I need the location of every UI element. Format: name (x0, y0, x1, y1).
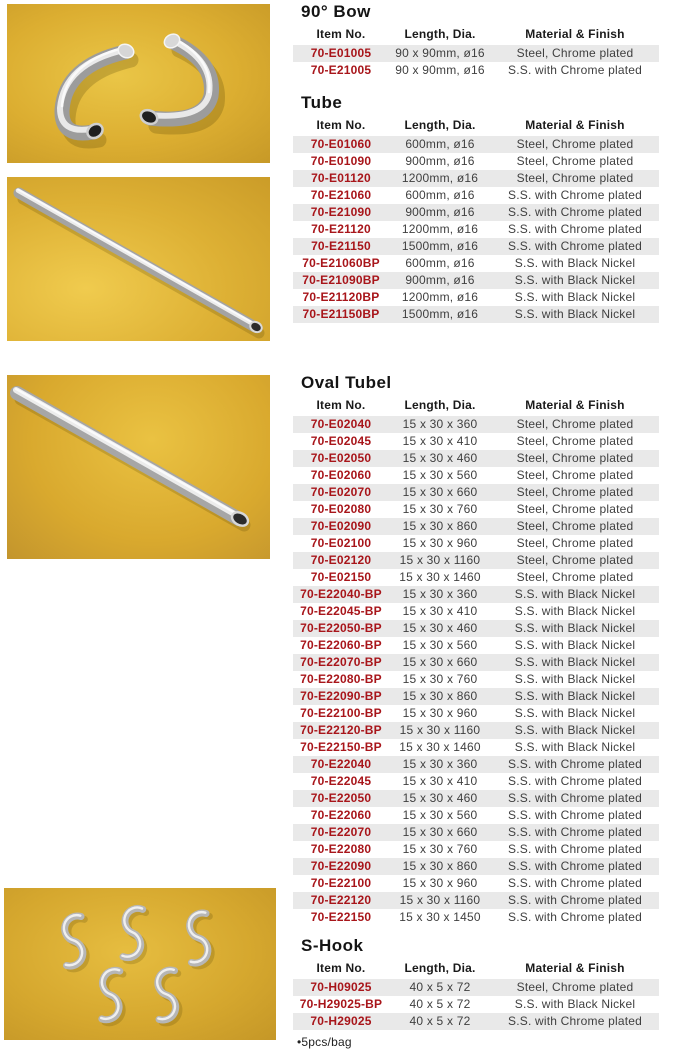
item-no-cell: 70-E22080-BP (300, 672, 382, 686)
length-dia-cell: 15 x 30 x 360 (389, 586, 491, 603)
table-row (293, 501, 659, 518)
right-bent-tube (139, 31, 212, 126)
table-row (293, 552, 659, 569)
length-dia-cell: 1500mm, ø16 (389, 306, 491, 323)
length-dia-cell: 15 x 30 x 360 (389, 756, 491, 773)
material-finish-cell: S.S. with Chrome plated (508, 188, 642, 202)
table-row (293, 306, 659, 323)
oval-tube-table (293, 396, 659, 926)
item-no-cell: 70-H29025 (293, 1013, 389, 1030)
table-row (293, 170, 659, 187)
table-row (293, 433, 659, 450)
length-dia-cell: 15 x 30 x 660 (389, 654, 491, 671)
table-row (293, 603, 659, 620)
column-header-length-dia-cell: Length, Dia. (404, 961, 476, 975)
length-dia-cell: 40 x 5 x 72 (409, 997, 471, 1011)
length-dia-cell: 600mm, ø16 (389, 136, 491, 153)
table-row (293, 221, 659, 238)
length-dia-cell: 15 x 30 x 960 (402, 536, 478, 550)
item-no-cell: 70-E22040 (293, 756, 389, 773)
table-row (293, 739, 659, 756)
table-row (293, 289, 659, 306)
material-finish-cell: Steel, Chrome plated (516, 434, 634, 448)
length-dia-cell: 15 x 30 x 1160 (389, 722, 491, 739)
item-no-cell: 70-E02150 (310, 570, 372, 584)
table-row (293, 153, 659, 170)
length-dia-cell: 15 x 30 x 460 (389, 620, 491, 637)
item-no-cell: 70-E21120BP (302, 290, 380, 304)
table-row (293, 824, 659, 841)
column-header-length-dia-cell: Length, Dia. (404, 118, 476, 132)
material-finish-cell: S.S. with Black Nickel (514, 997, 636, 1011)
table-row (293, 467, 659, 484)
material-finish-cell: S.S. with Chrome plated (491, 204, 659, 221)
length-dia-cell: 15 x 30 x 1460 (399, 740, 481, 754)
bag-note: •5pcs/bag (297, 1035, 352, 1049)
table-row (293, 450, 659, 467)
length-dia-cell: 900mm, ø16 (405, 154, 475, 168)
material-finish-cell: S.S. with Chrome plated (508, 63, 642, 77)
table-row (293, 637, 659, 654)
item-no-cell: 70-E22050-BP (293, 620, 389, 637)
item-no-cell: 70-E22150 (310, 910, 372, 924)
length-dia-cell: 15 x 30 x 760 (402, 502, 478, 516)
tube-product-photo (7, 177, 270, 341)
length-dia-cell: 15 x 30 x 660 (389, 824, 491, 841)
table-row (293, 238, 659, 255)
item-no-cell: 70-E22120 (293, 892, 389, 909)
column-header-material-finish-cell: Material & Finish (525, 961, 625, 975)
column-header-item-no-cell: Item No. (316, 27, 366, 41)
length-dia-cell: 90 x 90mm, ø16 (389, 45, 491, 62)
item-no-cell: 70-E01090 (310, 154, 372, 168)
s-hook-table (293, 959, 659, 1030)
table-row (293, 688, 659, 705)
table-row (293, 722, 659, 739)
length-dia-cell: 15 x 30 x 460 (389, 790, 491, 807)
item-no-cell: 70-E21150BP (293, 306, 389, 323)
table-row (293, 979, 659, 996)
material-finish-cell: S.S. with Chrome plated (491, 858, 659, 875)
material-finish-cell: S.S. with Chrome plated (491, 756, 659, 773)
section-s-hook (293, 936, 669, 1030)
item-no-cell: 70-E01120 (293, 170, 389, 187)
material-finish-cell: S.S. with Chrome plated (508, 910, 642, 924)
item-no-cell: 70-E22100 (310, 876, 372, 890)
length-dia-cell: 1200mm, ø16 (401, 222, 479, 236)
length-dia-cell: 900mm, ø16 (389, 272, 491, 289)
s-hooks-illustration (4, 888, 276, 1040)
material-finish-cell: S.S. with Black Nickel (491, 272, 659, 289)
material-finish-cell: S.S. with Chrome plated (508, 876, 642, 890)
material-finish-cell: S.S. with Chrome plated (491, 238, 659, 255)
table-row (293, 204, 659, 221)
column-header-length-dia-cell: Length, Dia. (404, 27, 476, 41)
material-finish-cell: S.S. with Black Nickel (514, 638, 636, 652)
item-no-cell: 70-H09025 (293, 979, 389, 996)
length-dia-cell: 1500mm, ø16 (389, 238, 491, 255)
bow-product-photo (7, 4, 270, 163)
section-bow (293, 2, 669, 79)
item-no-cell: 70-E22045 (310, 774, 372, 788)
material-finish-cell: S.S. with Black Nickel (514, 672, 636, 686)
table-row (293, 841, 659, 858)
item-no-cell: 70-E01005 (293, 45, 389, 62)
material-finish-cell: S.S. with Black Nickel (514, 706, 636, 720)
column-header-material-finish-cell: Material & Finish (525, 27, 625, 41)
item-no-cell: 70-E22120-BP (293, 722, 389, 739)
length-dia-cell: 15 x 30 x 560 (402, 808, 478, 822)
oval-tube (16, 389, 250, 528)
table-row (293, 569, 659, 586)
table-row (293, 773, 659, 790)
table-row (293, 654, 659, 671)
table-row (293, 62, 659, 79)
length-dia-cell: 900mm, ø16 (389, 204, 491, 221)
length-dia-cell: 15 x 30 x 1460 (399, 570, 481, 584)
item-no-cell: 70-E21060BP (302, 256, 380, 270)
table-row (293, 518, 659, 535)
length-dia-cell: 15 x 30 x 960 (402, 876, 478, 890)
table-row (293, 484, 659, 501)
section-tube (293, 93, 669, 323)
material-finish-cell: S.S. with Chrome plated (491, 892, 659, 909)
item-no-cell: 70-E02120 (293, 552, 389, 569)
table-header-row (293, 25, 659, 45)
column-header-item-no-cell: Item No. (316, 961, 366, 975)
material-finish-cell: Steel, Chrome plated (491, 136, 659, 153)
material-finish-cell: Steel, Chrome plated (516, 570, 634, 584)
straight-tube (18, 190, 264, 335)
oval-tube-product-photo (7, 375, 270, 559)
oval-tube-illustration (7, 375, 270, 559)
table-row (293, 1013, 659, 1030)
left-bent-tube (60, 42, 136, 141)
item-no-cell: 70-E02100 (310, 536, 372, 550)
bent-tubes-illustration (7, 4, 270, 163)
material-finish-cell: Steel, Chrome plated (491, 170, 659, 187)
length-dia-cell: 15 x 30 x 760 (402, 672, 478, 686)
table-row (293, 620, 659, 637)
table-row (293, 807, 659, 824)
length-dia-cell: 90 x 90mm, ø16 (395, 63, 485, 77)
item-no-cell: 70-E02040 (293, 416, 389, 433)
table-header-row (293, 116, 659, 136)
table-row (293, 586, 659, 603)
material-finish-cell: Steel, Chrome plated (491, 484, 659, 501)
length-dia-cell: 15 x 30 x 410 (402, 434, 478, 448)
table-row (293, 705, 659, 722)
table-row (293, 535, 659, 552)
material-finish-cell: S.S. with Black Nickel (514, 740, 636, 754)
tube-table (293, 116, 659, 323)
length-dia-cell: 40 x 5 x 72 (389, 979, 491, 996)
table-row (293, 416, 659, 433)
length-dia-cell: 15 x 30 x 410 (402, 774, 478, 788)
material-finish-cell: S.S. with Chrome plated (508, 808, 642, 822)
length-dia-cell: 15 x 30 x 1450 (399, 910, 481, 924)
item-no-cell: 70-E21120 (311, 222, 371, 236)
section-oval-tube (293, 373, 669, 926)
table-row (293, 875, 659, 892)
length-dia-cell: 1200mm, ø16 (401, 290, 479, 304)
material-finish-cell: S.S. with Black Nickel (491, 620, 659, 637)
table-row (293, 996, 659, 1013)
item-no-cell: 70-E22060-BP (300, 638, 382, 652)
section-title-s-hook: S-Hook (301, 936, 364, 955)
material-finish-cell: Steel, Chrome plated (516, 468, 634, 482)
table-row (293, 858, 659, 875)
item-no-cell: 70-E21150 (293, 238, 389, 255)
length-dia-cell: 15 x 30 x 1160 (389, 552, 491, 569)
s-hook-product-photo (4, 888, 276, 1040)
item-no-cell: 70-E22045-BP (300, 604, 382, 618)
table-row (293, 756, 659, 773)
length-dia-cell: 15 x 30 x 1160 (389, 892, 491, 909)
item-no-cell: 70-E02070 (293, 484, 389, 501)
material-finish-cell: S.S. with Black Nickel (491, 722, 659, 739)
material-finish-cell: S.S. with Chrome plated (508, 774, 642, 788)
item-no-cell: 70-E21060 (310, 188, 372, 202)
length-dia-cell: 15 x 30 x 860 (389, 518, 491, 535)
s-hook-group (55, 906, 221, 1024)
item-no-cell: 70-E21090BP (293, 272, 389, 289)
column-header-material-finish-cell: Material & Finish (525, 398, 625, 412)
item-no-cell: 70-E02050 (293, 450, 389, 467)
material-finish-cell: S.S. with Chrome plated (508, 222, 642, 236)
item-no-cell: 70-E22070-BP (293, 654, 389, 671)
item-no-cell: 70-E22090-BP (293, 688, 389, 705)
material-finish-cell: S.S. with Black Nickel (491, 586, 659, 603)
length-dia-cell: 600mm, ø16 (405, 256, 475, 270)
length-dia-cell: 15 x 30 x 660 (389, 484, 491, 501)
material-finish-cell: S.S. with Chrome plated (508, 842, 642, 856)
item-no-cell: 70-E22090 (293, 858, 389, 875)
length-dia-cell: 15 x 30 x 410 (402, 604, 478, 618)
section-title-bow: 90° Bow (301, 2, 371, 21)
material-finish-cell: Steel, Chrome plated (516, 536, 634, 550)
item-no-cell: 70-E22150-BP (300, 740, 382, 754)
material-finish-cell: Steel, Chrome plated (516, 154, 634, 168)
table-row (293, 909, 659, 926)
table-row (293, 136, 659, 153)
material-finish-cell: S.S. with Black Nickel (491, 306, 659, 323)
item-no-cell: 70-E22100-BP (300, 706, 382, 720)
material-finish-cell: S.S. with Chrome plated (491, 1013, 659, 1030)
material-finish-cell: Steel, Chrome plated (491, 552, 659, 569)
column-header-item-no-cell: Item No. (316, 398, 366, 412)
length-dia-cell: 15 x 30 x 860 (389, 688, 491, 705)
material-finish-cell: Steel, Chrome plated (491, 979, 659, 996)
table-header-row (293, 396, 659, 416)
section-title-tube: Tube (301, 93, 343, 112)
length-dia-cell: 15 x 30 x 460 (389, 450, 491, 467)
table-row (293, 255, 659, 272)
item-no-cell: 70-E22080 (310, 842, 372, 856)
catalog-sections (293, 0, 669, 1049)
item-no-cell: 70-E02080 (310, 502, 372, 516)
table-header-row (293, 959, 659, 979)
material-finish-cell: Steel, Chrome plated (491, 45, 659, 62)
section-title-oval-tube: Oval Tubel (301, 373, 392, 392)
length-dia-cell: 15 x 30 x 560 (402, 468, 478, 482)
length-dia-cell: 15 x 30 x 360 (389, 416, 491, 433)
table-row (293, 187, 659, 204)
material-finish-cell: Steel, Chrome plated (516, 502, 634, 516)
material-finish-cell: S.S. with Chrome plated (491, 824, 659, 841)
item-no-cell: 70-H29025-BP (299, 997, 383, 1011)
table-row (293, 272, 659, 289)
material-finish-cell: S.S. with Black Nickel (514, 604, 636, 618)
material-finish-cell: S.S. with Black Nickel (491, 654, 659, 671)
table-row (293, 790, 659, 807)
item-no-cell: 70-E22060 (310, 808, 372, 822)
item-no-cell: 70-E22050 (293, 790, 389, 807)
item-no-cell: 70-E01060 (293, 136, 389, 153)
length-dia-cell: 15 x 30 x 560 (402, 638, 478, 652)
item-no-cell: 70-E02090 (293, 518, 389, 535)
material-finish-cell: S.S. with Chrome plated (491, 790, 659, 807)
item-no-cell: 70-E02045 (310, 434, 372, 448)
material-finish-cell: S.S. with Black Nickel (514, 256, 636, 270)
bow-table (293, 25, 659, 79)
item-no-cell: 70-E22070 (293, 824, 389, 841)
item-no-cell: 70-E21005 (310, 63, 372, 77)
length-dia-cell: 1200mm, ø16 (389, 170, 491, 187)
material-finish-cell: Steel, Chrome plated (491, 416, 659, 433)
material-finish-cell: Steel, Chrome plated (491, 518, 659, 535)
item-no-cell: 70-E21090 (293, 204, 389, 221)
length-dia-cell: 600mm, ø16 (405, 188, 475, 202)
column-header-material-finish-cell: Material & Finish (525, 118, 625, 132)
length-dia-cell: 40 x 5 x 72 (389, 1013, 491, 1030)
table-row (293, 671, 659, 688)
material-finish-cell: S.S. with Black Nickel (514, 290, 636, 304)
column-header-item-no-cell: Item No. (316, 118, 366, 132)
straight-tube-illustration (7, 177, 270, 341)
table-row (293, 45, 659, 62)
item-no-cell: 70-E22040-BP (293, 586, 389, 603)
material-finish-cell: Steel, Chrome plated (491, 450, 659, 467)
length-dia-cell: 15 x 30 x 760 (402, 842, 478, 856)
column-header-length-dia-cell: Length, Dia. (404, 398, 476, 412)
table-row (293, 892, 659, 909)
item-no-cell: 70-E02060 (310, 468, 372, 482)
length-dia-cell: 15 x 30 x 960 (402, 706, 478, 720)
length-dia-cell: 15 x 30 x 860 (389, 858, 491, 875)
material-finish-cell: S.S. with Black Nickel (491, 688, 659, 705)
